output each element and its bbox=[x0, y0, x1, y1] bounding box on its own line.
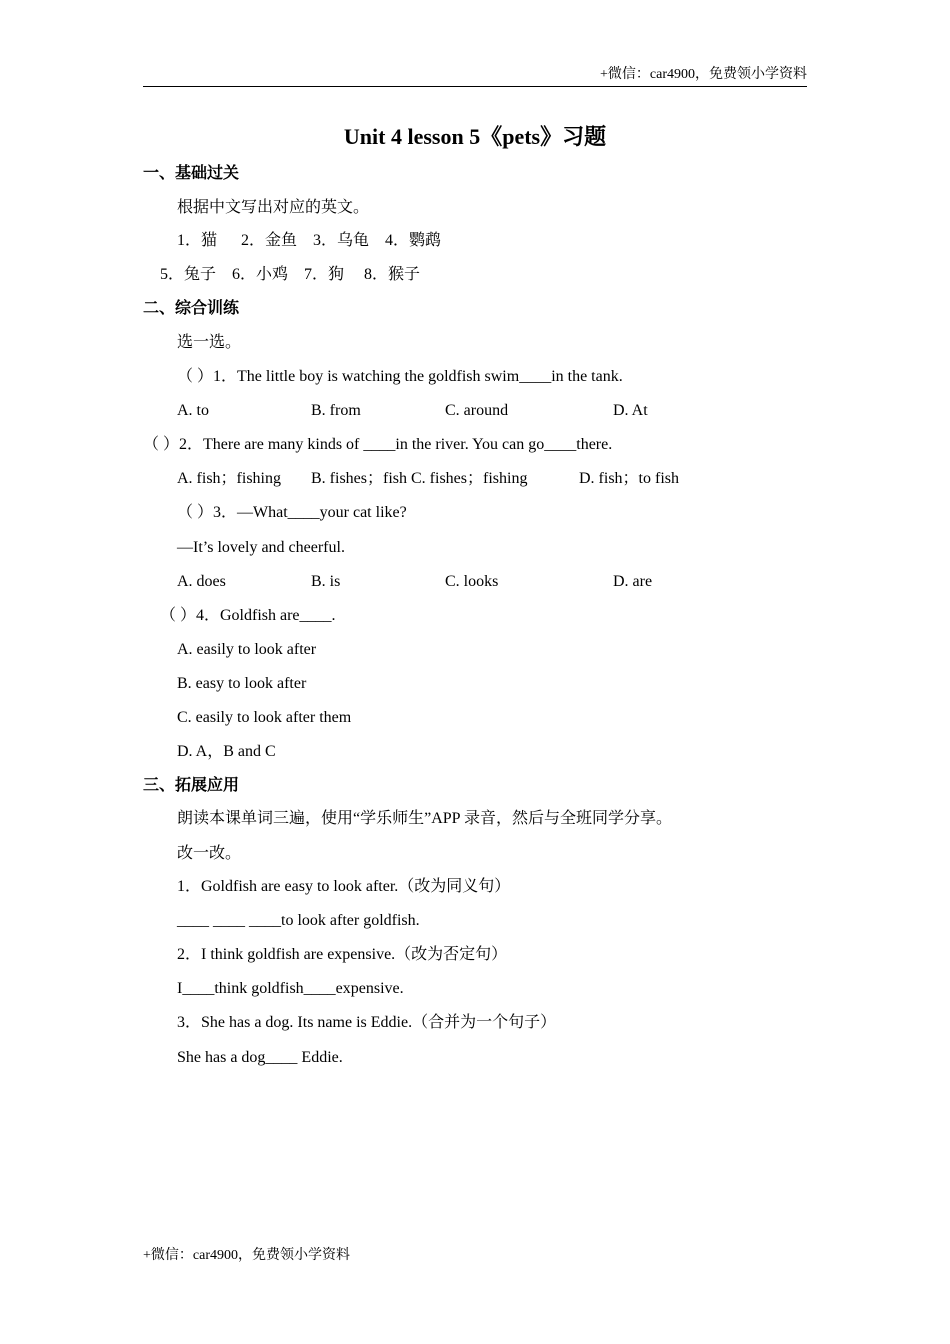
rewrite-2-answer: I____think goldfish____expensive. bbox=[177, 980, 404, 997]
rewrite-3-prompt: 3．She has a dog. Its name is Eddie.（合并为一个句子） bbox=[177, 1014, 557, 1031]
question-2-option-bc: B. fishes；fish C. fishes；fishing bbox=[311, 470, 528, 487]
question-4-stem: （ ）4．Goldfish are____. bbox=[160, 607, 336, 624]
rewrite-1-prompt: 1．Goldfish are easy to look after.（改为同义句） bbox=[177, 878, 511, 895]
question-4-option-a: A. easily to look after bbox=[177, 641, 317, 658]
question-1-option-a: A. to bbox=[177, 402, 209, 419]
footer-watermark: +微信：car4900，免费领小学资料 bbox=[143, 1248, 350, 1263]
reading-task: 朗读本课单词三遍，使用“学乐师生”APP 录音，然后与全班同学分享。 bbox=[177, 810, 672, 827]
question-2-stem: （ ）2．There are many kinds of ____in the river. You can go____there. bbox=[143, 436, 613, 453]
question-4-option-c: C. easily to look after them bbox=[177, 709, 352, 726]
question-2-option-d: D. fish；to fish bbox=[579, 470, 680, 487]
question-3-reply: —It’s lovely and cheerful. bbox=[177, 539, 345, 556]
question-4-option-d: D. A，B and C bbox=[177, 743, 276, 760]
section3-heading: 三、拓展应用 bbox=[143, 777, 240, 794]
page-title: Unit 4 lesson 5《pets》习题 bbox=[343, 124, 607, 149]
vocab-row-2: 5．兔子 6．小鸡 7．狗 8．猴子 bbox=[160, 266, 421, 283]
question-1-option-d: D. At bbox=[613, 402, 648, 419]
question-3-option-a: A. does bbox=[177, 573, 226, 590]
question-2-option-a: A. fish；fishing bbox=[177, 470, 282, 487]
section1-heading: 一、基础过关 bbox=[143, 165, 240, 182]
section2-instruction: 选一选。 bbox=[177, 334, 242, 351]
question-3-option-b: B. is bbox=[311, 573, 341, 590]
question-3-option-d: D. are bbox=[613, 573, 653, 590]
section2-heading: 二、综合训练 bbox=[143, 300, 240, 317]
question-3-stem: （ ）3．—What____your cat like? bbox=[177, 504, 407, 521]
question-3-option-c: C. looks bbox=[445, 573, 499, 590]
rewrite-1-answer: ____ ____ ____to look after goldfish. bbox=[177, 912, 420, 929]
header-divider bbox=[143, 86, 807, 87]
question-1-stem: （ ）1．The little boy is watching the goldfish swim____in the tank. bbox=[177, 368, 623, 385]
question-4-option-b: B. easy to look after bbox=[177, 675, 307, 692]
section1-instruction: 根据中文写出对应的英文。 bbox=[177, 199, 370, 216]
header-watermark: +微信：car4900，免费领小学资料 bbox=[600, 67, 807, 82]
question-1-option-c: C. around bbox=[445, 402, 509, 419]
vocab-row-1: 1．猫 2．金鱼 3．乌龟 4．鹦鹉 bbox=[177, 232, 442, 249]
rewrite-2-prompt: 2．I think goldfish are expensive.（改为否定句） bbox=[177, 946, 508, 963]
question-1-option-b: B. from bbox=[311, 402, 361, 419]
rewrite-3-answer: She has a dog____ Eddie. bbox=[177, 1049, 343, 1066]
section3-instruction: 改一改。 bbox=[177, 845, 242, 862]
